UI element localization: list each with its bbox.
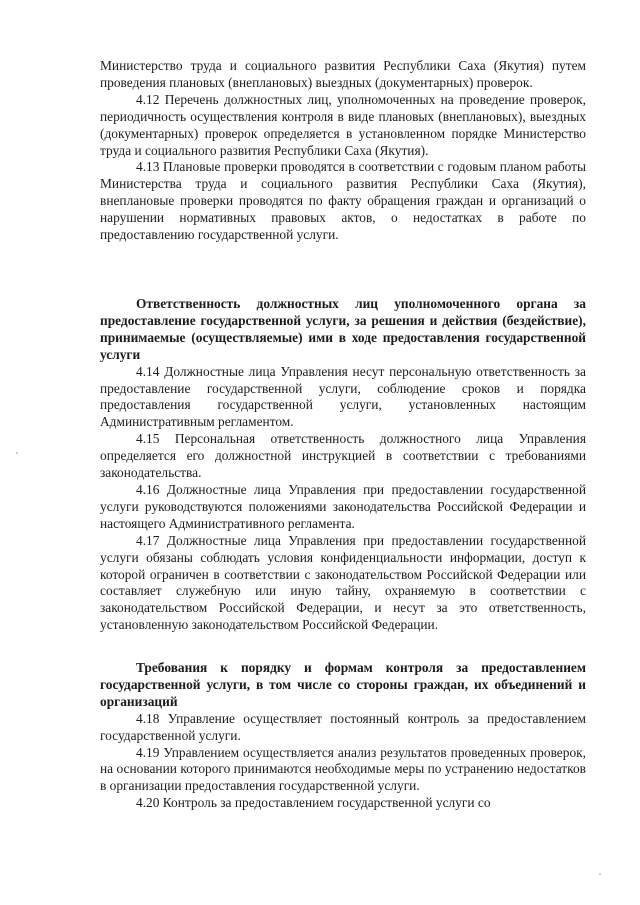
- paragraph-4-20: 4.20 Контроль за предоставлением государственной услуги со: [136, 795, 491, 811]
- section-responsibility: [100, 296, 586, 634]
- paragraph-4-12: 4.12 Перечень должностных лиц, уполномоченных на проведение проверок, периодичность осуществления контроля в виде плановых (внеплановых), выездных (документарных) проверок определяется в установленном порядке Министерство труда и социального развития Республики Саха (Якутия).: [100, 91, 586, 158]
- paragraph-4-13: 4.13 Плановые проверки проводятся в соответствии с годовым планом работы Министерства труда и социального развития Республики Саха (Якутия), внеплановые проверки проводятся по факту обращения граждан и организаций о нарушении нормативных правовых актов, о недостатках в работе по предоставлению государственной услуги.: [100, 159, 586, 243]
- paragraph-4-18: 4.18 Управление осуществляет постоянный контроль за предоставлением государственной услуги.: [100, 710, 586, 743]
- section-oversight-intro: [100, 58, 586, 244]
- paragraph: Министерство труда и социального развития Республики Саха (Якутия) путем проведения плановых (внеплановых) выездных (документарных) проверок.: [100, 58, 586, 90]
- section-control-requirements: [100, 660, 586, 812]
- scan-speck: [599, 873, 601, 875]
- scan-speck: [16, 452, 18, 454]
- paragraph-4-14: 4.14 Должностные лица Управления несут персональную ответственность за предоставление государственной услуги, соблюдение сроков и порядка предоставления государственной услуги, установленных настоящим Административным регламентом.: [100, 363, 586, 430]
- paragraph-4-16: 4.16 Должностные лица Управления при предоставлении государственной услуги руководствуются положениями законодательства Российской Федерации и настоящего Административного регламента.: [100, 481, 586, 531]
- paragraph-4-19: 4.19 Управлением осуществляется анализ результатов проведенных проверок, на основании которого принимаются необходимые меры по устранению недостатков в организации предоставления государственной услуги.: [100, 744, 586, 794]
- paragraph-4-17: 4.17 Должностные лица Управления при предоставлении государственной услуги обязаны соблюдать условия конфиденциальности информации, доступ к которой ограничен в соответствии с законодательством Российской Федерации или составляет служебную или иную тайну, охраняемую в соответствии с законодательством Российской Федерации, и несут за это ответственность, установленную законодательством Российской Федерации.: [100, 532, 586, 633]
- paragraph-4-15: 4.15 Персональная ответственность должностного лица Управления определяется его должностной инструкцией в соответствии с требованиями законодательства.: [100, 431, 586, 481]
- section-heading: Требования к порядку и формам контроля за предоставлением государственной услуги, в том числе со стороны граждан, их объединений и организаций: [100, 660, 586, 709]
- section-heading: Ответственность должностных лиц уполномоченного органа за предоставление государственной услуги, за решения и действия (бездействие), принимаемые (осуществляемые) ими в ходе предоставления государственной услуги: [100, 296, 586, 362]
